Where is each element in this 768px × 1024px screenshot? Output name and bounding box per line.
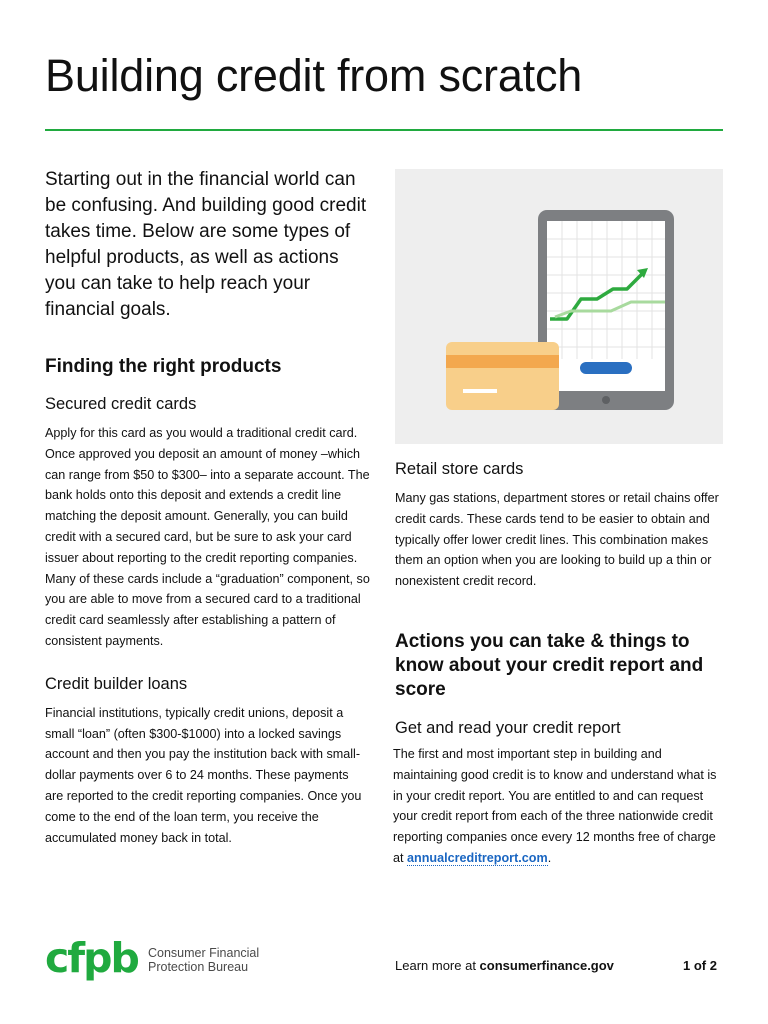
org-name-line1: Consumer Financial [148, 946, 260, 960]
footer-organization [148, 946, 259, 974]
credit-card-icon [446, 342, 559, 410]
subheading-credit-report: Get and read your credit report [395, 718, 621, 737]
secured-cards-paragraph: Apply for this card as you would a traditional credit card. Once approved you deposit an amount of money –which can range from $50 to $300– into a separate account. The bank holds onto this deposit and extends a credit line matching the deposit amount. Generally, you can build credit with a secured card, but be sure to ask your card issuer about reporting to the credit reporting companies. Many of these cards include a “graduation” component, so you are able to move from a secured card to a traditional credit card seamlessly after establishing a pattern of consistent payments. [45, 426, 370, 648]
card-number-line [463, 389, 497, 393]
home-button-icon [602, 396, 610, 404]
retail-cards-paragraph: Many gas stations, department stores or retail chains offer credit cards. These cards tend to be easier to obtain and typically offer lower credit lines. This combination makes them an option when you are looking to build up a thin or nonexistent credit record. [395, 491, 719, 589]
credit-builder-loans-paragraph: Financial institutions, typically credit unions, deposit a small “loan” (often $300-$1000) into a locked savings account and then you pay the institution back with small-dollar payments over 6 to 24 months. These payments are reported to the credit reporting companies. Once you come to the end of the loan term, you receive the accumulated money back in total. [45, 705, 362, 845]
cfpb-logo-text: cfpb [45, 934, 138, 982]
title-divider [45, 129, 723, 131]
subheading-credit-builder-loans: Credit builder loans [45, 674, 188, 693]
annualcreditreport-link[interactable]: annualcreditreport.com [407, 850, 548, 865]
credit-report-paragraph [393, 744, 723, 869]
card-stripe [446, 355, 559, 368]
credit-report-period: . [547, 850, 552, 865]
intro-paragraph: Starting out in the financial world can be confusing. And building good credit takes time. Below are some types of helpful products, as well as actions you can take to help reach your financial goals. [45, 169, 367, 320]
section-heading-products: Finding the right products [45, 356, 282, 377]
credit-report-text: The first and most important step in building and maintaining good credit is to know and understand what is in your credit report. You are entitled to and can request your credit report from each of the three nationwide credit reporting companies once every 12 months free of charge at [393, 746, 717, 865]
page-title: Building credit from scratch [45, 50, 583, 101]
consumerfinance-link[interactable]: consumerfinance.gov [479, 958, 614, 973]
footer-learn-more [395, 958, 614, 973]
learn-more-prefix: Learn more at [395, 958, 480, 973]
left-column [45, 167, 370, 848]
right-column [395, 169, 723, 869]
subheading-retail-cards: Retail store cards [395, 460, 524, 478]
section-heading-actions: Actions you can take & things to know about your credit report and score [395, 630, 704, 700]
tablet-credit-card-illustration [395, 169, 723, 444]
cfpb-logo [45, 934, 145, 986]
screen-button [580, 362, 632, 374]
subheading-secured-cards: Secured credit cards [45, 395, 197, 413]
page-number: 1 of 2 [683, 958, 717, 973]
illustration-svg [395, 169, 723, 444]
org-name-line2: Protection Bureau [148, 960, 249, 974]
